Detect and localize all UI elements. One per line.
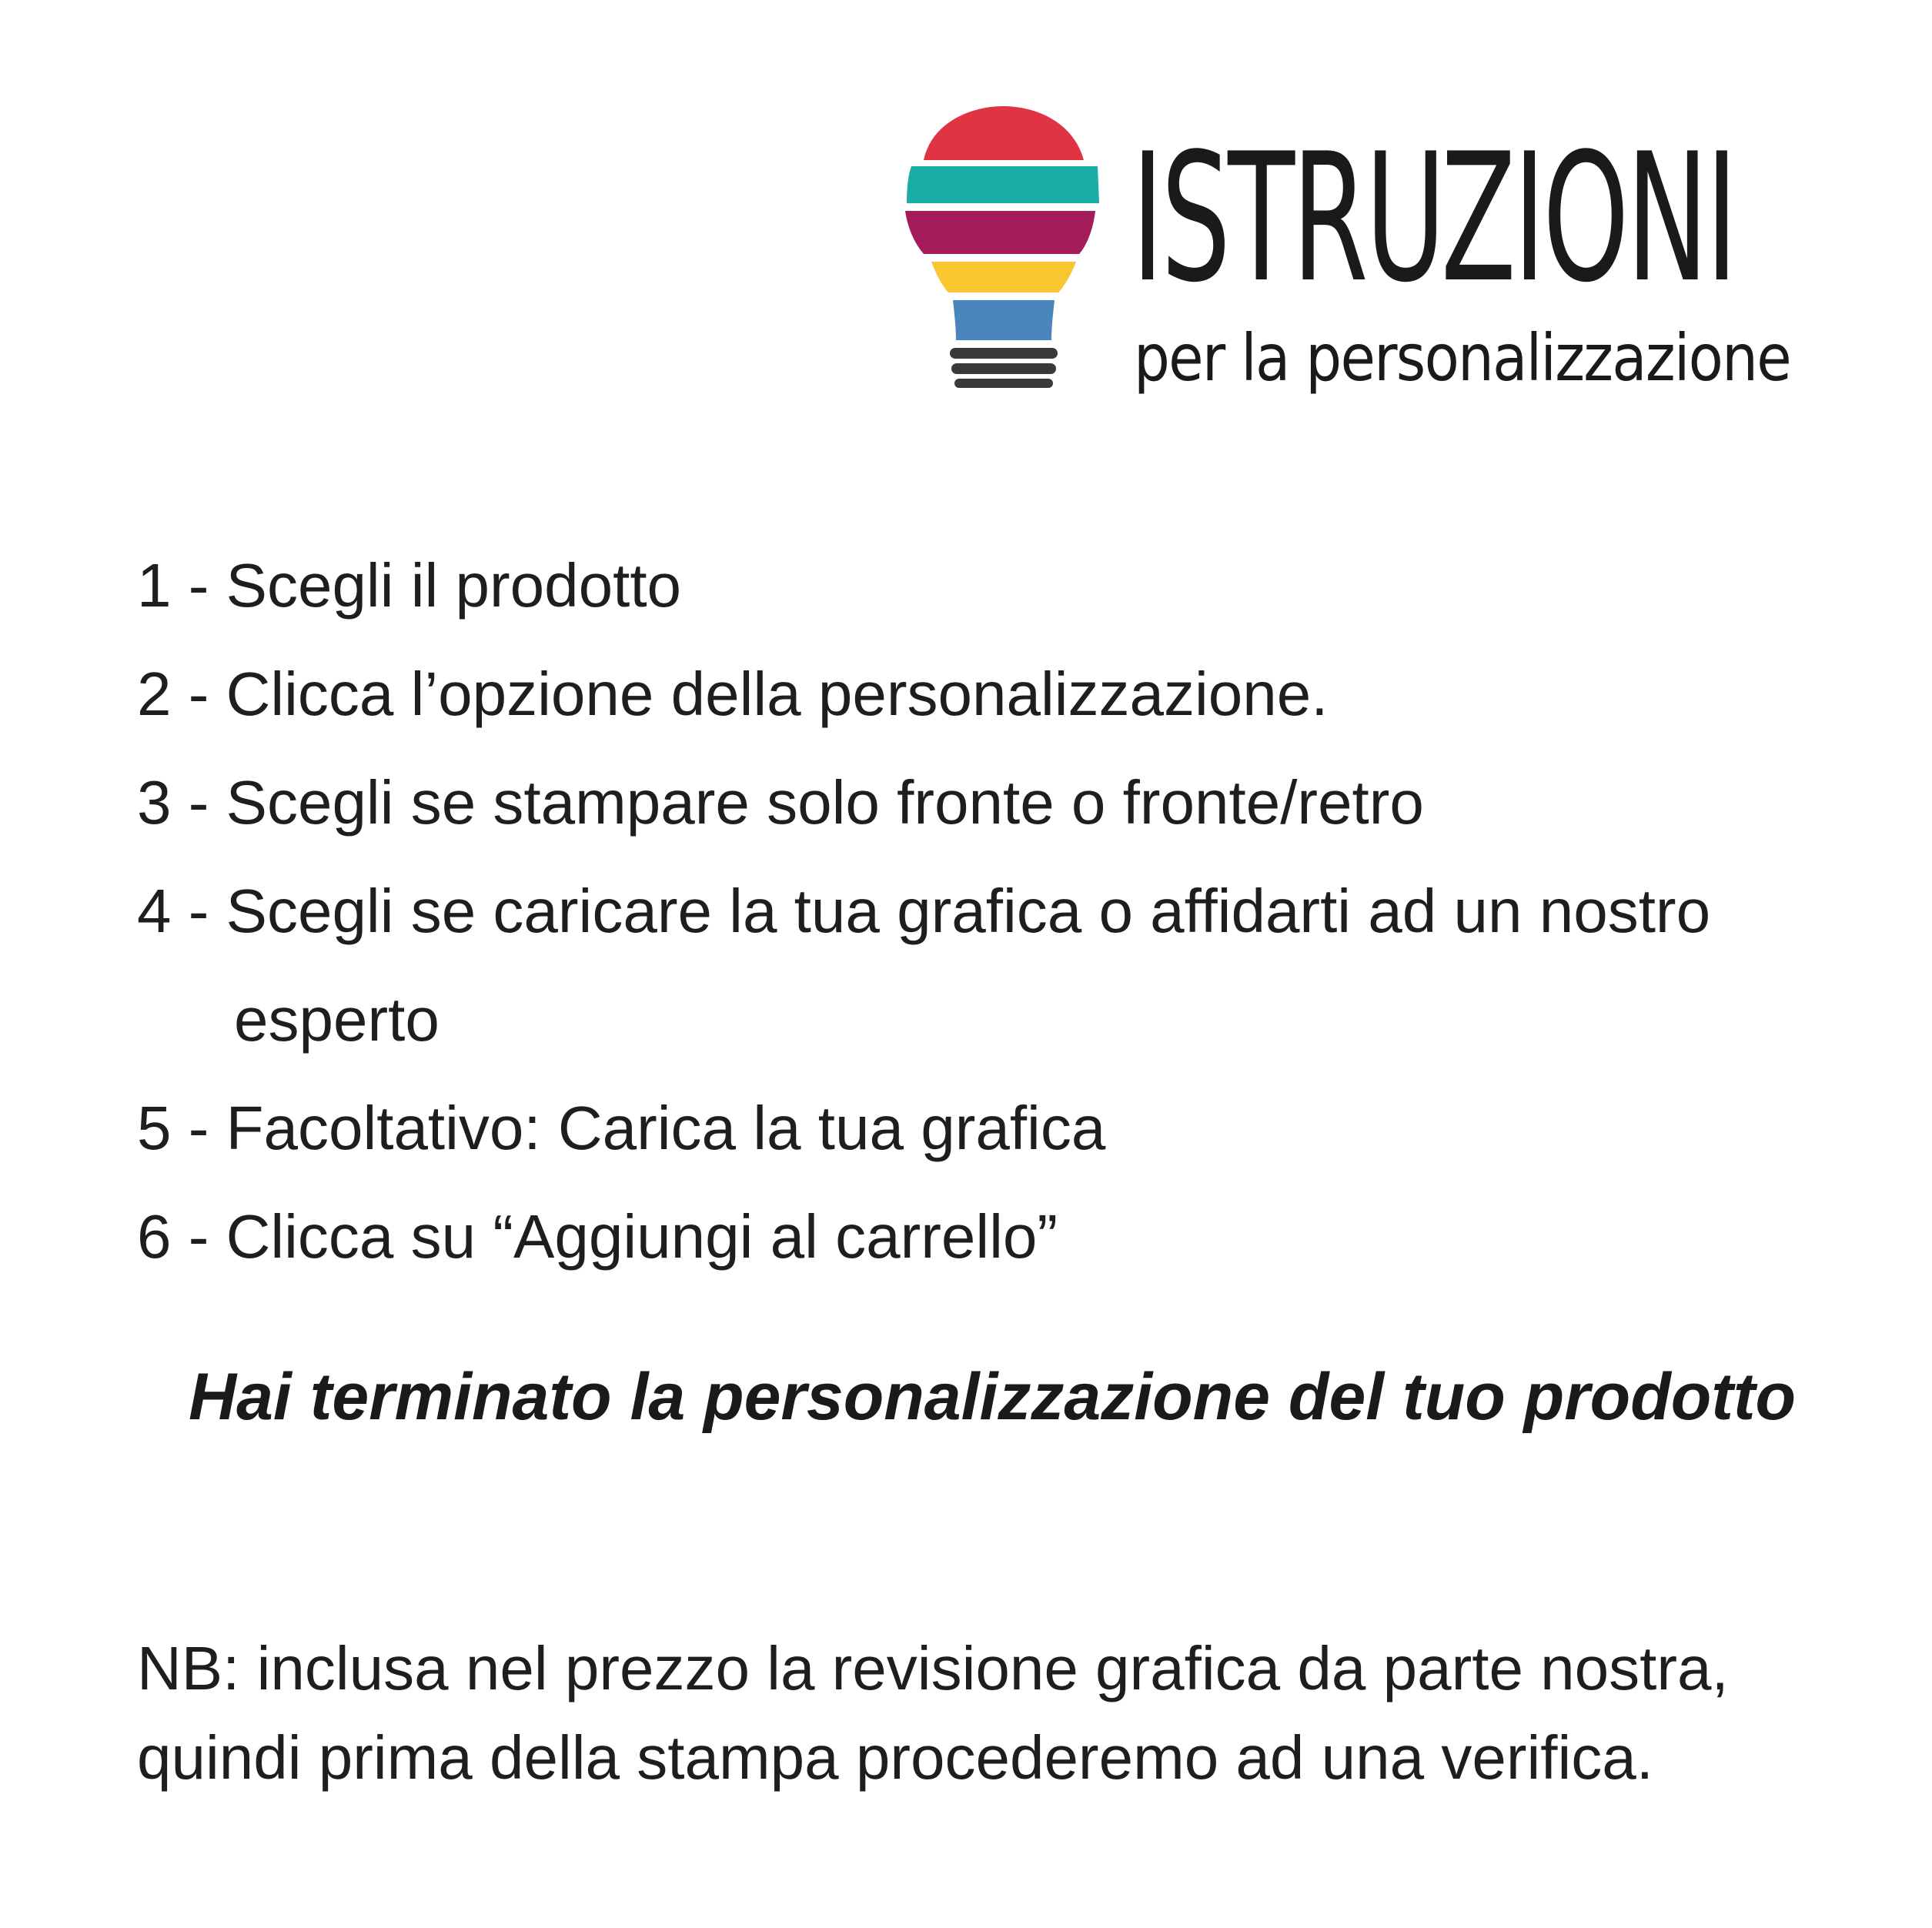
bulb-red-band bbox=[924, 106, 1084, 160]
bulb-base-line-2 bbox=[951, 363, 1056, 374]
bulb-base-line-1 bbox=[950, 348, 1058, 359]
page-subtitle: per la personalizzazione bbox=[1134, 320, 1790, 396]
header bbox=[901, 92, 1824, 400]
steps-list bbox=[137, 531, 1830, 1291]
list-item bbox=[137, 1074, 1830, 1182]
lightbulb-icon bbox=[901, 100, 1108, 393]
bulb-blue-band bbox=[953, 300, 1055, 340]
note-line: quindi prima della stampa procederemo ad una verifica. bbox=[137, 1723, 1653, 1792]
list-item bbox=[137, 748, 1830, 857]
step-text: 1 - Scegli il prodotto bbox=[137, 551, 682, 620]
step-text: 3 - Scegli se stampare solo fronte o fronte/retro bbox=[137, 768, 1424, 837]
step-text: 5 - Facoltativo: Carica la tua grafica bbox=[137, 1094, 1106, 1162]
step-text: 4 - Scegli se caricare la tua grafica o affidarti ad un nostro bbox=[137, 877, 1711, 945]
step-text-continuation: esperto bbox=[234, 985, 440, 1054]
closing-message: Hai terminato la personalizzazione del tuo prodotto bbox=[189, 1360, 1797, 1434]
bulb-base-line-3 bbox=[954, 379, 1053, 388]
bulb-magenta-band bbox=[905, 211, 1095, 254]
list-item bbox=[137, 857, 1830, 1074]
list-item bbox=[137, 640, 1830, 748]
bulb-yellow-band bbox=[931, 262, 1076, 292]
list-item bbox=[137, 531, 1830, 640]
bulb-teal-band bbox=[907, 166, 1099, 203]
note bbox=[137, 1624, 1869, 1803]
page-title: ISTRUZIONI bbox=[1131, 116, 1736, 322]
step-text: 2 - Clicca l’opzione della personalizzazione. bbox=[137, 660, 1329, 728]
step-text: 6 - Clicca su “Aggiungi al carrello” bbox=[137, 1202, 1058, 1271]
list-item bbox=[137, 1182, 1830, 1291]
note-line: NB: inclusa nel prezzo la revisione grafica da parte nostra, bbox=[137, 1634, 1729, 1702]
